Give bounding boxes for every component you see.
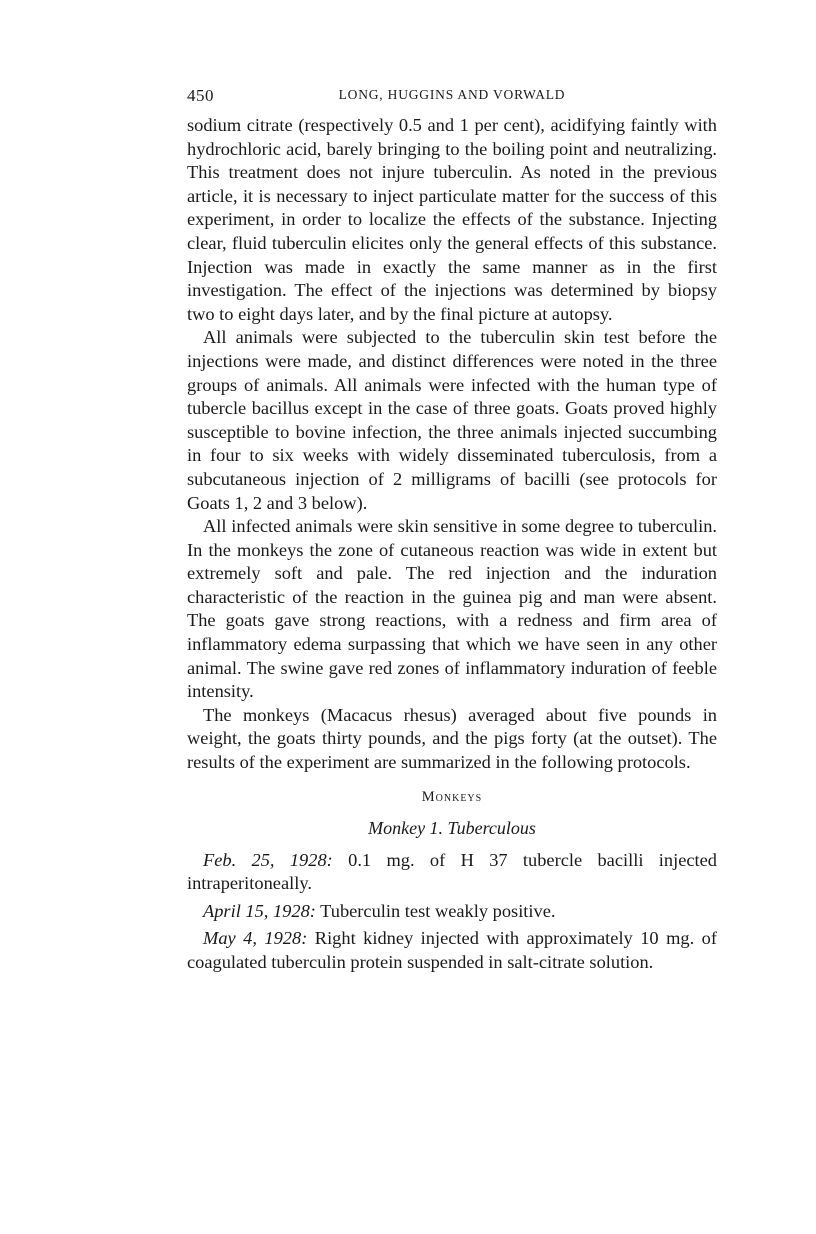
paragraph: All animals were subjected to the tuberculin skin test before the injections were made, and distinct differences were noted in the three groups of animals. All animals were infected with the human type of tubercle bacillus except in the case of three goats. Goats proved highly susceptible to bovine infection, the three animals injected succumbing in four to six weeks with widely disseminated tuberculosis, from a subcutaneous injection of 2 milligrams of bacilli (see protocols for Goats 1, 2 and 3 below).	[187, 327, 717, 513]
protocol-date: Feb. 25, 1928:	[203, 849, 333, 870]
protocol-entry	[187, 900, 717, 924]
body-text	[187, 114, 717, 775]
protocol-date: May 4, 1928:	[203, 928, 308, 949]
subsection-heading: Monkey 1. Tuberculous	[368, 817, 536, 838]
paragraph: All infected animals were skin sensitive in some degree to tuberculin. In the monkeys the zone of cutaneous reaction was wide in extent but extremely soft and pale. The red injection and the induration characteristic of the reaction in the guinea pig and man were absent. The goats gave strong reactions, with a redness and firm area of inflammatory edema surpassing that which we have seen in any other animal. The swine gave red zones of inflammatory induration of feeble intensity.	[187, 516, 717, 702]
protocol-list	[187, 849, 717, 975]
protocol-entry	[187, 927, 717, 974]
page	[187, 86, 717, 979]
paragraph: sodium citrate (respectively 0.5 and 1 per cent), acidifying faintly with hydrochloric acid, barely bringing to the boiling point and neutralizing. This treatment does not injure tuberculin. As noted in the previous article, it is necessary to inject particulate matter for the success of this experiment, in order to localize the effects of the substance. Injecting clear, fluid tuberculin elicites only the general effects of this substance. Injection was made in exactly the same manner as in the first investigation. The effect of the injections was determined by biopsy two to eight days later, and by the final picture at autopsy.	[187, 115, 717, 324]
running-head	[187, 86, 717, 110]
protocol-entry	[187, 849, 717, 896]
section-heading: Monkeys	[421, 788, 483, 805]
protocol-text: 0.1 mg. of H 37 tubercle bacilli injected intraperitoneally.	[187, 849, 718, 894]
protocol-date: April 15, 1928:	[203, 900, 316, 921]
protocol-text: Right kidney injected with approximately 10 mg. of coagulated tuberculin protein suspended in salt-citrate solution.	[187, 928, 717, 972]
page-number: 450	[187, 86, 214, 105]
protocol-text: Tuberculin test weakly positive.	[315, 900, 556, 921]
running-title: LONG, HUGGINS AND VORWALD	[338, 87, 566, 102]
paragraph: The monkeys (Macacus rhesus) averaged about five pounds in weight, the goats thirty pounds, and the pigs forty (at the outset). The results of the experiment are summarized in the following protocols.	[187, 704, 717, 773]
